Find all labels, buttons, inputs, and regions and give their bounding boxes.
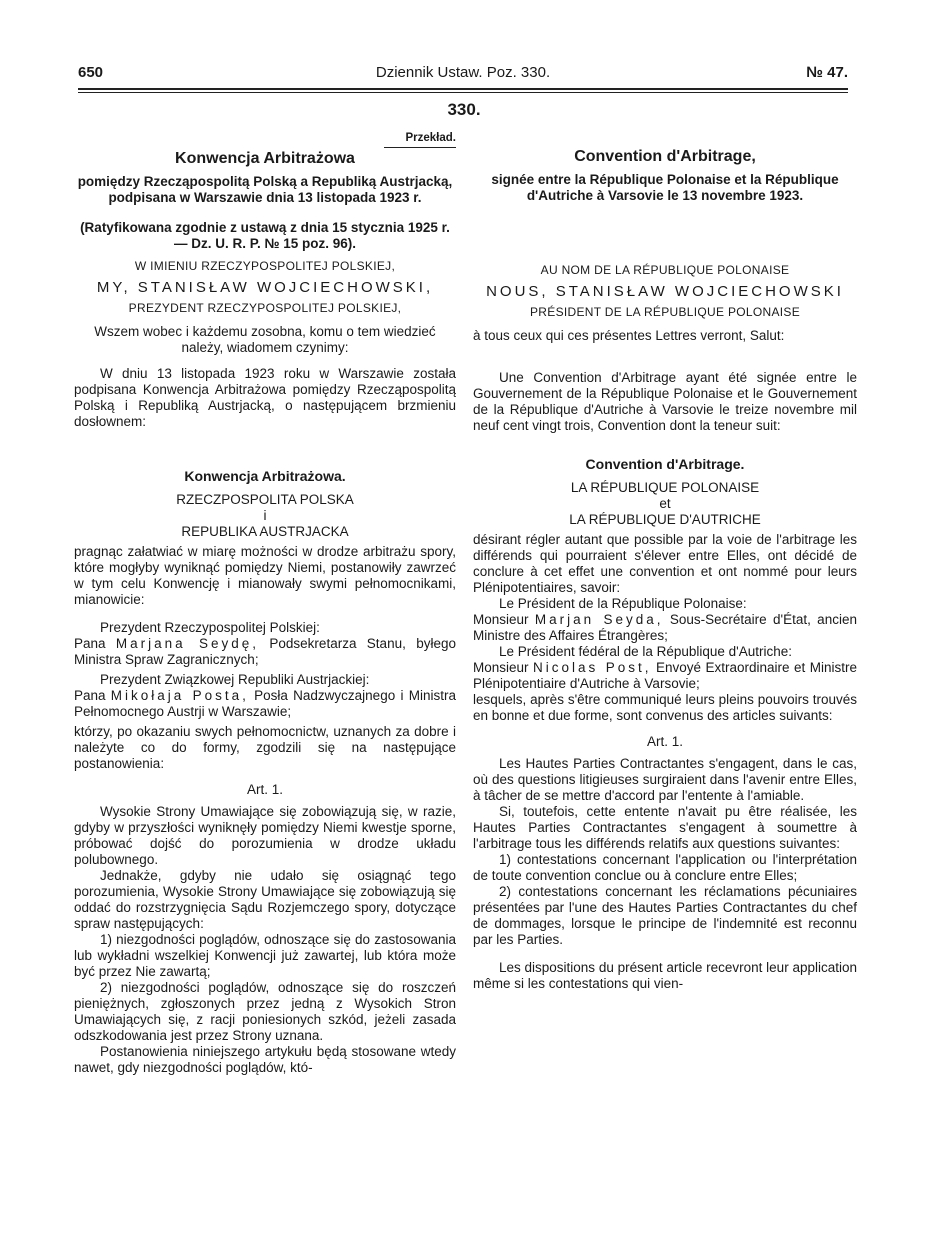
french-agreed: lesquels, après s'être communiqué leurs pleins pouvoirs trouvés en bonne et due forme, sont convenus des articles suivants: [473, 692, 857, 723]
french-art1-p3: Les dispositions du présent article recevront leur application même si les contestations qui vien- [473, 960, 857, 991]
french-pl-president: Le Président de la République Polonaise: [499, 596, 747, 611]
position-number: 330. [447, 100, 481, 119]
polish-art1-p1: Wysokie Strony Umawiające się zobowiązują się, w razie, gdyby w przyszłości wyniknęły pomiędzy Niemi kwestje sporne, próbować dojść do porozumienia w drodze układu polubownego. [74, 804, 456, 867]
issue-number: № 47. [806, 64, 848, 81]
polish-at-president: Prezydent Związkowej Republiki Austrjackiej: [100, 672, 370, 687]
polish-in-name: W IMIENIU RZECZYPOSPOLITEJ POLSKIEJ, [134, 259, 396, 273]
polish-greeting: Wszem wobec i każdemu zosobna, komu o tem wiedzieć należy, wiadomem czynimy: [94, 324, 436, 355]
journal-title: Dziennik Ustaw. Poz. 330. [375, 64, 551, 81]
french-art1-item1: 1) contestations concernant l'application ou l'interprétation de toute convention conclue ou à conclure entre Elles; [473, 852, 857, 883]
translation-label: Przekład. [384, 130, 456, 148]
french-art1-p2: Si, toutefois, cette entente n'avait pu être réalisée, les Hautes Parties Contractantes s'engagent à soumettre à l'arbitrage tous les différends relatifs aux questions suivantes: [473, 804, 857, 851]
french-column [473, 130, 857, 992]
french-at-plenipotentiary: Monsieur Nicolas Post, Envoyé Extraordinaire et Ministre Plénipotentiaire d'Autriche à Varsovie; [473, 660, 857, 691]
french-party-1: LA RÉPUBLIQUE POLONAISE [570, 480, 760, 495]
french-preamble: désirant régler autant que possible par la voie de l'arbitrage les différends qui pourraient s'élever entre Elles, ont décidé de conclure à cet effet une convention et ont nommé pour leurs Plénipotentiaires, savoir: [473, 532, 857, 595]
french-party-2: LA RÉPUBLIQUE D'AUTRICHE [569, 512, 761, 527]
polish-party-1: RZECZPOSPOLITA POLSKA [176, 492, 354, 507]
polish-pl-plenipotentiary: Pana Marjana Seydę, Podsekretarza Stanu, byłego Ministra Spraw Zagranicznych; [74, 636, 456, 667]
running-header [78, 64, 848, 86]
header-rule [78, 88, 848, 90]
french-pl-name: Marjan Seyda, [534, 612, 664, 627]
polish-art1-item1: 1) niezgodności poglądów, odnoszące się do zastosowania lub wykładni wszelkiej Konwencji już zawartej, lub która może być przez Nie zawartą; [74, 932, 456, 979]
polish-we: MY, STANISŁAW WOJCIECHOWSKI, [96, 279, 434, 296]
polish-column [74, 130, 456, 1076]
polish-pl-president: Prezydent Rzeczypospolitej Polskiej: [100, 620, 320, 635]
page-number: 650 [78, 64, 104, 81]
header-rule-thin [78, 92, 848, 93]
polish-art1-p2: Jednakże, gdyby nie udało się osiągnąć tego porozumienia, Wysokie Strony Umawiające się zobowiązują się oddać do rozstrzygnięcia Sądu Rozjemczego spory, dotyczące spraw następujących: [74, 868, 456, 931]
polish-at-name: Mikołaja Posta, [110, 688, 249, 703]
polish-pl-name: Marjana Seydę, [115, 636, 260, 651]
polish-agreed: którzy, po okazaniu swych pełnomocnictw, uznanych za dobre i należyte co do formy, zgodzili się na następujące postanowienia: [74, 724, 456, 771]
french-at-president: Le Président fédéral de la République d'Autriche: [499, 644, 793, 659]
french-art1-item2: 2) contestations concernant les réclamations pécuniaires présentées par l'une des Hautes Parties Contractantes du chef de dommages, lorsque le principe de l'indemnité est reconnu par les Parties. [473, 884, 857, 947]
french-in-name: AU NOM DE LA RÉPUBLIQUE POLONAISE [540, 263, 790, 277]
polish-and: i [263, 508, 267, 523]
polish-preamble: pragnąc załatwiać w miarę możności w drodze arbitrażu spory, które mogłyby wyniknąć pomiędzy Niemi, postanowiły zawrzeć w tym celu Konwencję i mianowały swymi pełnomocnikami, mianowicie: [74, 544, 456, 607]
polish-art1-p3: Postanowienia niniejszego artykułu będą stosowane wtedy nawet, gdy niezgodności poglądów, któ- [74, 1044, 456, 1075]
polish-art1-item2: 2) niezgodności poglądów, odnoszące się do roszczeń pieniężnych, zgłoszonych przez jedną z Wysokich Stron Umawiających się, z racji poniesionych szkód, jeżeli zasada odszkodowania jest przez Strony uznana. [74, 980, 456, 1043]
french-pl-plenipotentiary: Monsieur Marjan Seyda, Sous-Secrétaire d'État, ancien Ministre des Affaires Étrangères; [473, 612, 857, 643]
french-we: NOUS, STANISŁAW WOJCIECHOWSKI [486, 283, 844, 300]
french-art1-heading: Art. 1. [646, 734, 683, 749]
polish-intro: W dniu 13 listopada 1923 roku w Warszawie została podpisana Konwencja Arbitrażowa pomiędzy Rzecząpospolitą Polską i Republiką Austrjacką, o następującem brzmieniu dosłownem: [74, 366, 456, 429]
polish-convention-title: Konwencja Arbitrażowa. [184, 468, 346, 484]
french-subtitle: signée entre la République Polonaise et la République d'Autriche à Varsovie le 13 novembre 1923. [491, 172, 839, 203]
french-title: Convention d'Arbitrage, [574, 148, 756, 165]
polish-title: Konwencja Arbitrażowa [175, 150, 355, 167]
french-and: et [659, 496, 671, 511]
french-greeting: à tous ceux qui ces présentes Lettres verront, Salut: [473, 328, 785, 343]
polish-president: PREZYDENT RZECZYPOSPOLITEJ POLSKIEJ, [128, 301, 402, 315]
polish-ratified-note: (Ratyfikowana zgodnie z ustawą z dnia 15 stycznia 1925 r. — Dz. U. R. P. № 15 poz. 96). [80, 220, 450, 251]
french-intro: Une Convention d'Arbitrage ayant été signée entre le Gouvernement de la République Polonaise et le Gouvernement de la République d'Autriche à Varsovie le treize novembre mil neuf cent vingt trois, Convention dont la teneur suit: [473, 370, 857, 433]
polish-subtitle: pomiędzy Rzecząpospolitą Polską a Republiką Austrjacką, podpisana w Warszawie dnia 13 listopada 1923 r. [77, 174, 453, 205]
french-president: PRÉSIDENT DE LA RÉPUBLIQUE POLONAISE [530, 305, 800, 319]
french-convention-title: Convention d'Arbitrage. [585, 456, 745, 472]
french-art1-p1: Les Hautes Parties Contractantes s'engagent, dans le cas, où des questions litigieuses surgiraient dans l'avenir entre Elles, à tâcher de se mettre d'accord par l'entente à l'amiable. [473, 756, 857, 803]
polish-at-plenipotentiary: Pana Mikołaja Posta, Posła Nadzwyczajnego i Ministra Pełnomocnego Austrji w Warszawie; [74, 688, 456, 719]
french-at-name: Nicolas Post, [533, 660, 652, 675]
polish-art1-heading: Art. 1. [246, 782, 283, 797]
polish-party-2: REPUBLIKA AUSTRJACKA [181, 524, 349, 539]
